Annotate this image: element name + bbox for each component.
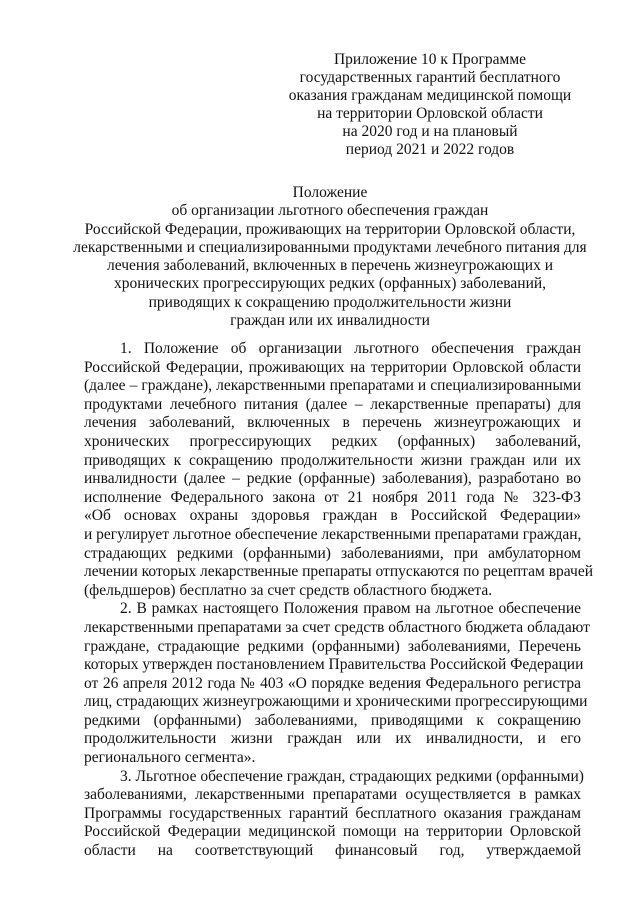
appendix-line: Приложение 10 к Программе [333,51,527,68]
body-line: продуктами лечебного питания (далее – лекарственные препараты) для [84,395,581,413]
body-line: редкими (орфанными) заболеваниями, приводящими к сокращению [84,711,581,729]
title-line: лечения заболеваний, включенных в перечень жизнеугрожающих и [106,257,554,275]
body-line: лекарственными препаратами за счет средств областного бюджета обладают [84,618,590,636]
title-line: хронических прогрессирующих редких (орфанных) заболеваний, [113,275,547,293]
body-line: исполнение Федерального закона от 21 ноября 2011 года № 323-ФЗ [84,488,581,506]
appendix-line: период 2021 и 2022 годов [345,141,515,158]
title-line: лекарственными и специализированными продуктами лечебного питания для [73,238,587,256]
appendix-line: государственных гарантий бесплатного [299,69,561,86]
body-line: инвалидности (далее – редкие (орфанные) заболевания), разработано во [84,470,581,488]
body-line: страдающих редкими (орфанными) заболеваниями, при амбулаторном [84,544,581,562]
appendix-line: на территории Орловской области [317,105,543,122]
title-heading: Положение [292,184,368,201]
body-line: 1. Положение об организации льготного обеспечения граждан [120,340,581,357]
body-line: лечения заболеваний, включенных в перечень жизнеугрожающих и [84,414,581,432]
body-line: лечении которых лекарственные препараты отпускаются по рецептам врачей [84,563,593,581]
body-line: Российской Федерации, проживающих на территории Орловской области [84,358,581,376]
appendix-line: оказания гражданам медицинской помощи [288,87,572,104]
title-line: Российской Федерации, проживающих на территории Орловской области, [84,220,576,238]
appendix-header [270,51,590,159]
title-line: приводящих к сокращению продолжительности жизни [148,293,512,311]
body-line: заболеваниями, лекарственными препаратами осуществляется в рамках [84,786,581,804]
body-line: 3. Льготное обеспечение граждан, страдающих редкими (орфанными) [120,767,584,785]
body-line: области на соответствующий финансовый год, утверждаемой [84,842,581,860]
body-line: продолжительности жизни граждан или их инвалидности, и его [84,730,581,748]
title-line: об организации льготного обеспечения граждан [171,202,489,220]
body-line: и регулирует льготное обеспечение лекарственными препаратами граждан, [84,525,582,543]
appendix-line: на 2020 год и на плановый [342,123,518,140]
body-line: 2. В рамках настоящего Положения правом на льготное обеспечение [120,600,581,618]
body-line: от 26 апреля 2012 года № 403 «О порядке ведения Федерального регистра [84,674,581,692]
body-line: лиц, страдающих жизнеугрожающими и хроническими прогрессирующими [84,693,588,711]
body-line: (фельдшеров) бесплатно за счет средств областного бюджета. [84,581,493,599]
body-line: Российской Федерации медицинской помощи на территории Орловской [84,823,581,841]
document-body [84,340,593,861]
body-line: хронических прогрессирующих редких (орфанных) заболеваний, [84,432,581,450]
title-line: граждан или их инвалидности [230,312,430,330]
body-line: граждане, страдающие редкими (орфанными) заболеваниями, Перечень [84,637,581,655]
body-line: «Об основах охраны здоровья граждан в Российской Федерации» [84,507,581,525]
body-line: которых утвержден постановлением Правительства Российской Федерации [84,656,584,674]
document-title [70,184,590,330]
body-line: Программы государственных гарантий бесплатного оказания гражданам [84,804,581,822]
body-line: приводящих к сокращению продолжительности жизни граждан или их [84,451,581,469]
body-line: регионального сегмента». [84,749,256,767]
body-line: (далее – граждане), лекарственными препаратами и специализированными [84,377,581,395]
